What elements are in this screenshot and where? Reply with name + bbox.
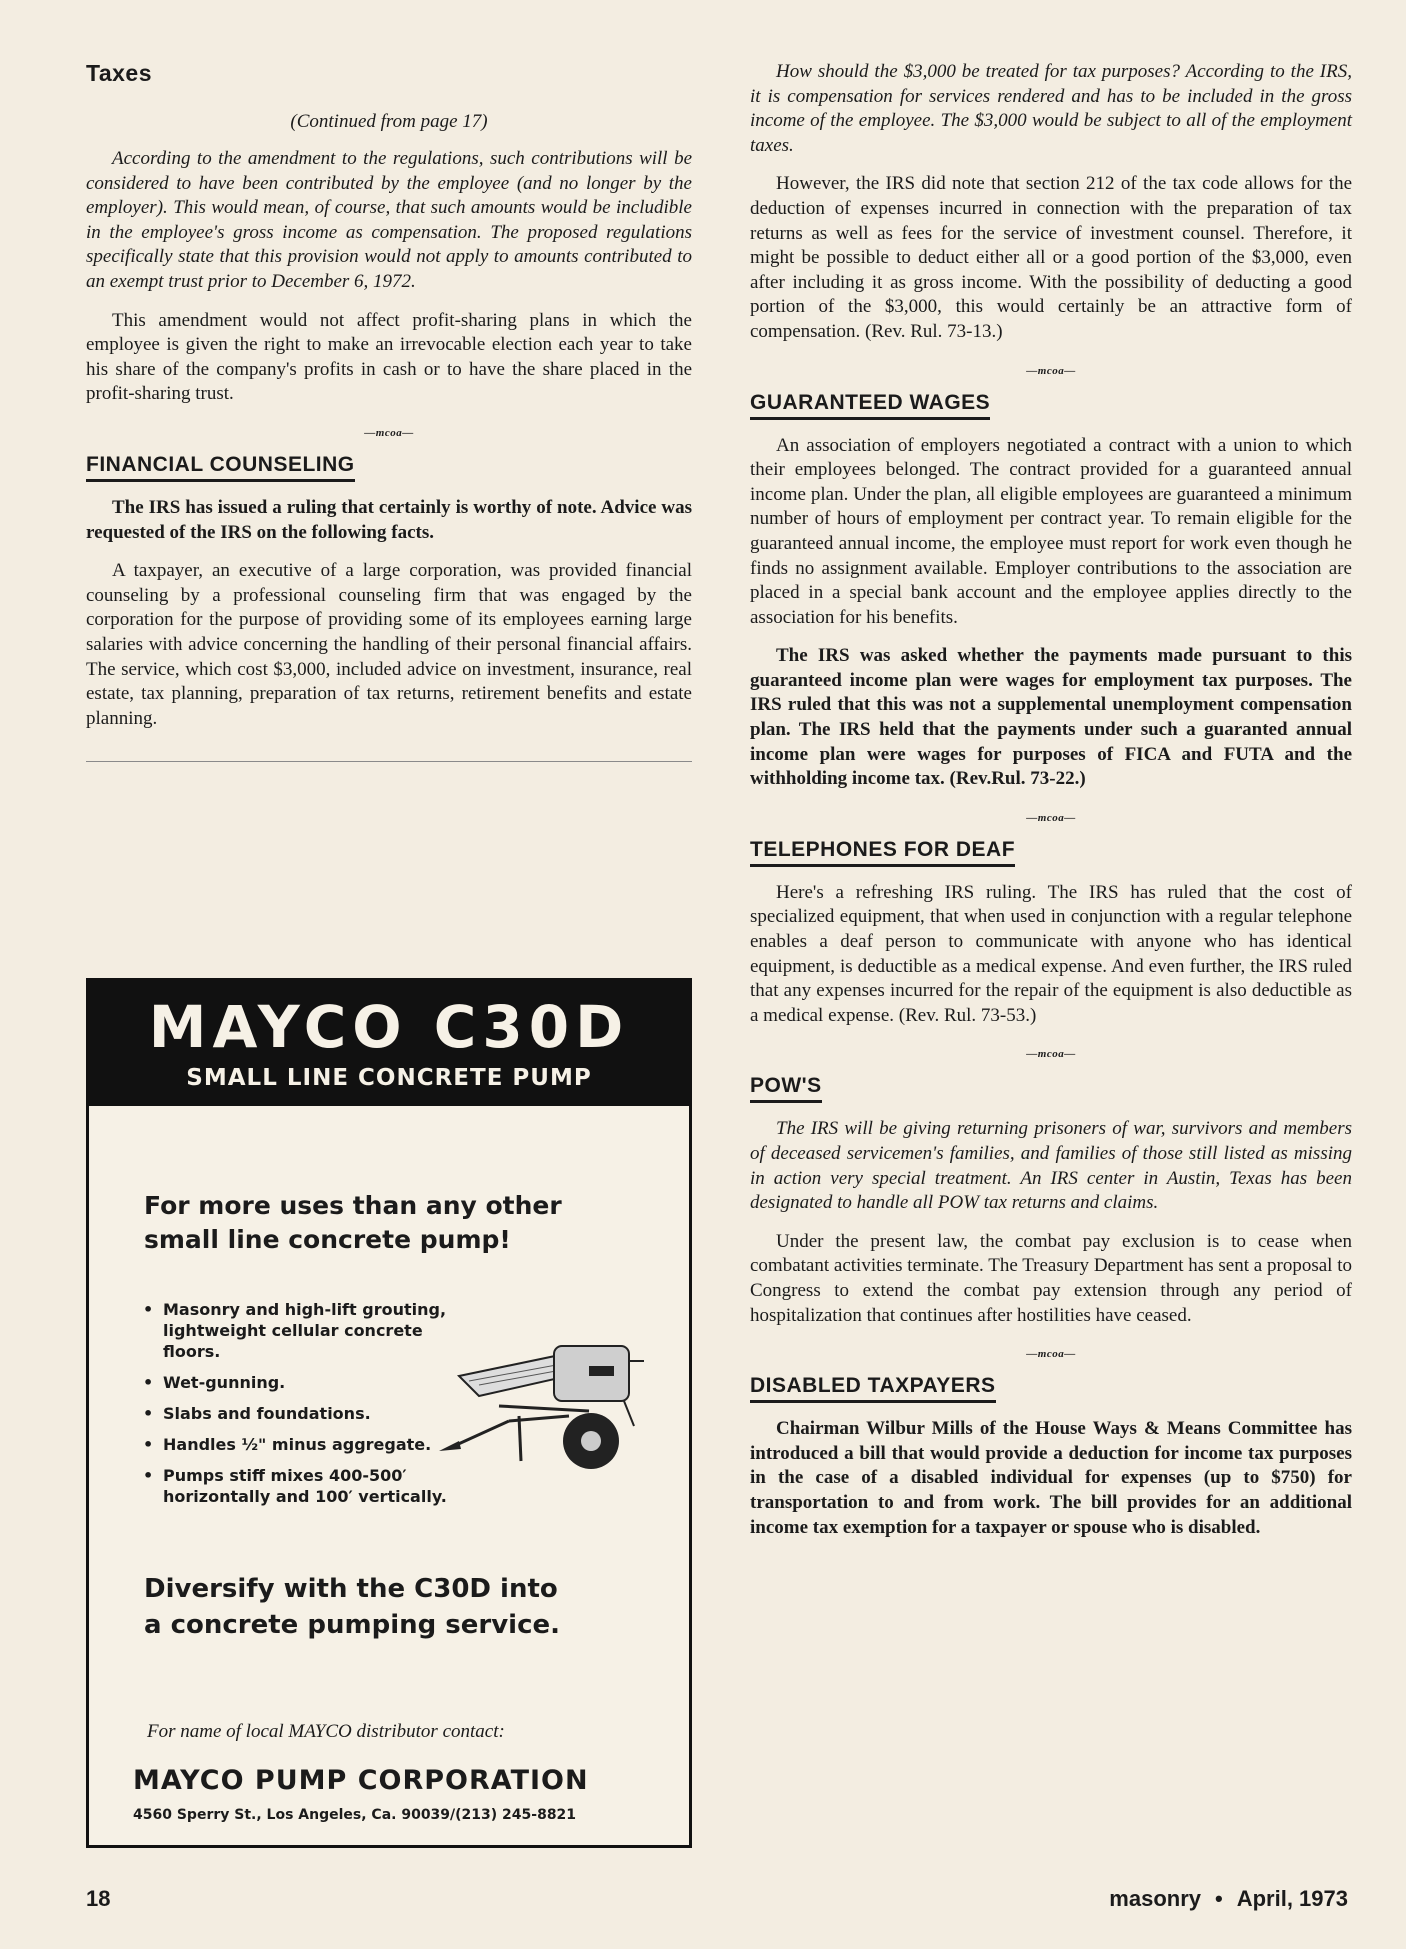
- ad-contact-note: For name of local MAYCO distributor contact:: [147, 1721, 505, 1742]
- section-divider: —mcoa—: [1026, 811, 1076, 824]
- continued-note: (Continued from page 17): [290, 111, 488, 132]
- ad-feature: • Slabs and foundations.: [139, 1403, 463, 1424]
- section-divider: —mcoa—: [1026, 1348, 1076, 1361]
- page-number: 18: [86, 1886, 111, 1911]
- issue-date: April, 1973: [1236, 1886, 1348, 1911]
- financial-counseling-heading: FINANCIAL COUNSELING: [86, 453, 355, 482]
- mayco-advertisement: [86, 978, 692, 1848]
- paragraph: The IRS has issued a ruling that certainly is worthy of note. Advice was requested of the IRS on the following facts.: [86, 496, 692, 543]
- paragraph: Chairman Wilbur Mills of the House Ways & Means Committee has introduced a bill that would provide a deduction for income tax purposes in the case of a disabled individual for expenses (up to $750) for transportation to and from work. The bill provides for an additional income tax exemption for a taxpayer or spouse who is disabled.: [750, 1418, 1352, 1538]
- ad-tagline: For more uses than any other small line concrete pump!: [144, 1191, 562, 1254]
- ad-brand: MAYCO C30D: [148, 993, 630, 1061]
- ad-diversify-text: Diversify with the C30D into a concrete pumping service.: [144, 1574, 560, 1640]
- left-column: [86, 60, 692, 762]
- pows-heading: POW'S: [750, 1074, 822, 1103]
- ad-banner: [89, 981, 689, 1106]
- paragraph: Under the present law, the combat pay exclusion is to cease when combatant activities terminate. The Treasury Department has sent a proposal to Congress to extend the combat pay extension through any period of hospitalization that continues after hostilities have ceased.: [750, 1230, 1352, 1326]
- footer-publication: [1109, 1886, 1348, 1912]
- paragraph: An association of employers negotiated a contract with a union to which their employees belonged. The contract provided for a guaranteed annual income plan. Under the plan, all eligible employees are guaranteed a minimum number of hours of employment per contract year. To remain eligible for the guaranteed annual income, the employee must report for work even though he finds no assignment available. Employer contributions to the association are placed in a special bank account and the employee applies directly to the association for his benefits.: [750, 434, 1352, 628]
- right-column: [750, 60, 1352, 1554]
- section-divider: —mcoa—: [1026, 1048, 1076, 1061]
- ad-subtitle: SMALL LINE CONCRETE PUMP: [186, 1065, 592, 1091]
- telephones-for-deaf-heading: TELEPHONES FOR DEAF: [750, 838, 1015, 867]
- section-label: Taxes: [86, 60, 153, 86]
- section-divider: —mcoa—: [364, 426, 414, 439]
- paragraph: The IRS will be giving returning prisoners of war, survivors and members of deceased servicemen's families, and families of those still listed as missing in action very special treatment. An IRS center in Austin, Texas has been designated to handle all POW tax returns and claims.: [750, 1118, 1352, 1214]
- section-divider: —mcoa—: [1026, 364, 1076, 377]
- magazine-name: masonry: [1109, 1886, 1202, 1911]
- horizontal-rule: [86, 761, 692, 762]
- ad-feature-list: [139, 1299, 463, 1517]
- ad-corporation-name: MAYCO PUMP CORPORATION: [133, 1765, 589, 1796]
- concrete-pump-illustration-icon: [439, 1321, 669, 1491]
- paragraph: How should the $3,000 be treated for tax purposes? According to the IRS, it is compensation for services rendered and has to be included in the gross income of the employee. The $3,000 would be subject to all of the employment taxes.: [750, 61, 1352, 156]
- ad-feature: • Masonry and high-lift grouting, lightweight cellular concrete floors.: [139, 1299, 463, 1362]
- guaranteed-wages-heading: GUARANTEED WAGES: [750, 391, 990, 420]
- paragraph: However, the IRS did note that section 212 of the tax code allows for the deduction of expenses incurred in connection with the preparation of tax returns as well as fees for the service of investment counsel. Therefore, it might be possible to deduct either all or a good portion of the $3,000, even after including it as gross income. With the possibility of deducting a good portion of the $3,000, this would certainly be an attractive form of compensation. (Rev. Rul. 73-13.): [750, 173, 1352, 342]
- paragraph: Here's a refreshing IRS ruling. The IRS has ruled that the cost of specialized equipment, that when used in conjunction with a regular telephone enables a deaf person to communicate with anyone who has identical equipment, is deductible as a medical expense. And even further, the IRS ruled that any expenses incurred for the repair of the equipment is also deductible as a medical expense. (Rev. Rul. 73-53.): [750, 881, 1352, 1026]
- paragraph: The IRS was asked whether the payments made pursuant to this guaranteed income plan were wages for employment tax purposes. The IRS ruled that this was not a supplemental unemployment compensation plan. The IRS held that the payments under such a guaranted annual income plan were wages for purposes of FICA and FUTA and the withholding income tax. (Rev.Rul. 73-22.): [750, 645, 1352, 790]
- ad-feature: • Wet-gunning.: [139, 1372, 463, 1393]
- ad-feature: • Handles ½" minus aggregate.: [139, 1434, 463, 1455]
- paragraph: A taxpayer, an executive of a large corporation, was provided financial counseling by a professional counseling firm that was engaged by the corporation for the purpose of providing some of its employees earning large salaries with advice concerning the handling of their personal financial affairs. The service, which cost $3,000, included advice on investment, insurance, real estate, tax planning, preparation of tax returns, retirement benefits and estate planning.: [86, 560, 692, 729]
- bullet-separator: •: [1215, 1886, 1223, 1911]
- paragraph: This amendment would not affect profit-sharing plans in which the employee is given the right to make an irrevocable election each year to take his share of the company's profits in cash or to have the share placed in the profit-sharing trust.: [86, 309, 692, 405]
- ad-feature: • Pumps stiff mixes 400-500′ horizontally and 100′ vertically.: [139, 1465, 463, 1507]
- disabled-taxpayers-heading: DISABLED TAXPAYERS: [750, 1374, 996, 1403]
- ad-address: 4560 Sperry St., Los Angeles, Ca. 90039/(213) 245-8821: [133, 1807, 577, 1823]
- paragraph: According to the amendment to the regulations, such contributions will be considered to have been contributed by the employee (and no longer by the employer). This would mean, of course, that such amounts would be includible in the employee's gross income as compensation. The proposed regulations specifically state that this provision would not apply to amounts contributed to an exempt trust prior to December 6, 1972.: [86, 148, 692, 292]
